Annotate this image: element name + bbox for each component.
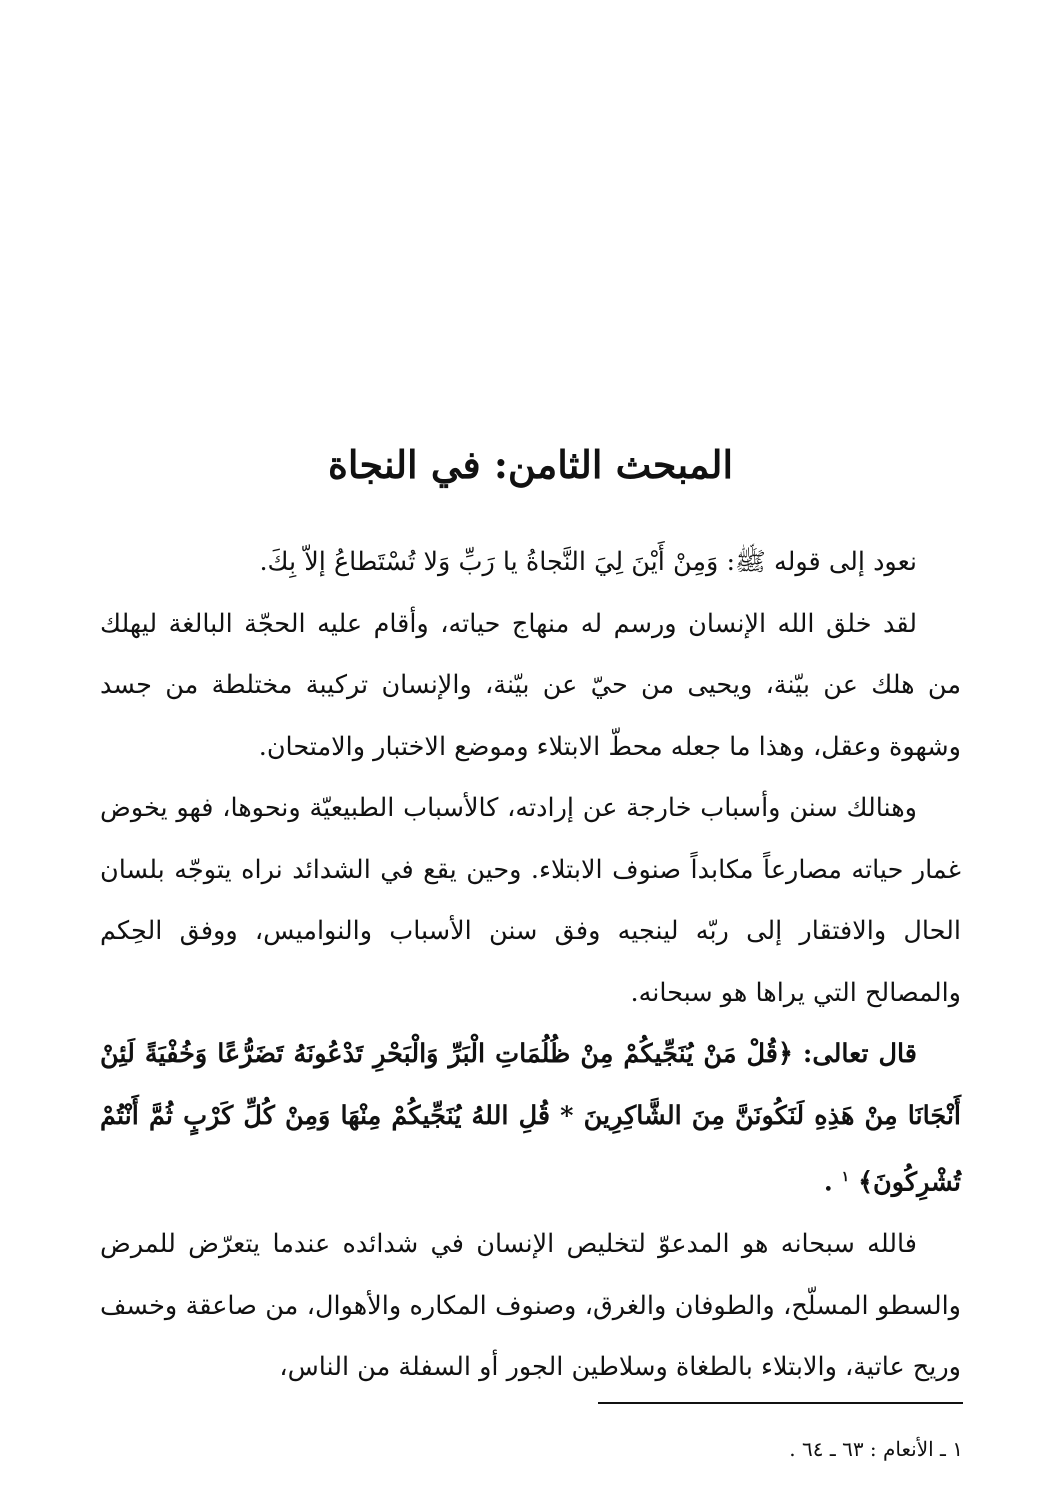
paragraph-causes: وهنالك سنن وأسباب خارجة عن إرادته، كالأسباب الطبيعيّة ونحوها، فهو يخوض غمار حياته مصارعاً مكابداً صنوف الابتلاء. وحين يقع في الشدائد نراه يتوجّه بلسان الحال والافتقار إلى ربّه لينجيه وفق سنن الأسباب والنواميس، ووفق الحِكم والمصالح التي يراها هو سبحانه. bbox=[100, 793, 961, 1008]
paragraph-creation: لقد خلق الله الإنسان ورسم له منهاج حياته، وأقام عليه الحجّة البالغة ليهلك من هلك عن بيّنة، ويحيى من حيّ عن بيّنة، والإنسان تركيبة مختلطة من جسد وشهوة وعقل، وهذا ما جعله محطّ الابتلاء وموضع الاختبار والامتحان. bbox=[100, 608, 961, 762]
footnote-reference: ١ bbox=[841, 1169, 850, 1185]
paragraph-salvation: فالله سبحانه هو المدعوّ لتخليص الإنسان في شدائده عندما يتعرّض للمرض والسطو المسلّح، والطوفان والغرق، وصنوف المكاره والأهوال، من صاعقة وخسف وريح عاتية، والابتلاء بالطغاة وسلاطين الجور أو السفلة من الناس، bbox=[100, 1229, 961, 1382]
body-text bbox=[100, 532, 961, 1399]
paragraph-quran-verse bbox=[100, 1024, 961, 1214]
quran-verse-text: قال تعالى: ﴿قُلْ مَنْ يُنَجِّيكُمْ مِنْ ظُلُمَاتِ الْبَرِّ وَالْبَحْرِ تَدْعُونَهُ تَضَرُّعًا وَخُفْيَةً لَئِنْ أَنْجَانَا مِنْ هَذِهِ لَنَكُونَنَّ مِنَ الشَّاكِرِينَ * قُلِ اللهُ يُنَجِّيكُمْ مِنْهَا وَمِنْ كُلِّ كَرْبٍ ثُمَّ أَنْتُمْ تُشْرِكُونَ﴾ bbox=[100, 1039, 961, 1198]
verse-end-period: . bbox=[823, 1167, 833, 1198]
footnote: ١ ـ الأنعام : ٦٣ ـ ٦٤ . bbox=[789, 1437, 963, 1461]
paragraph-hadith: نعود إلى قوله ﷺ: وَمِنْ أَيْنَ لِيَ النَّجاةُ يا رَبِّ وَلا تُسْتَطاعُ إلاّ بِكَ. bbox=[259, 547, 917, 577]
section-heading: المبحث الثامن: في النجاة bbox=[327, 442, 734, 487]
footnote-separator bbox=[598, 1402, 963, 1404]
